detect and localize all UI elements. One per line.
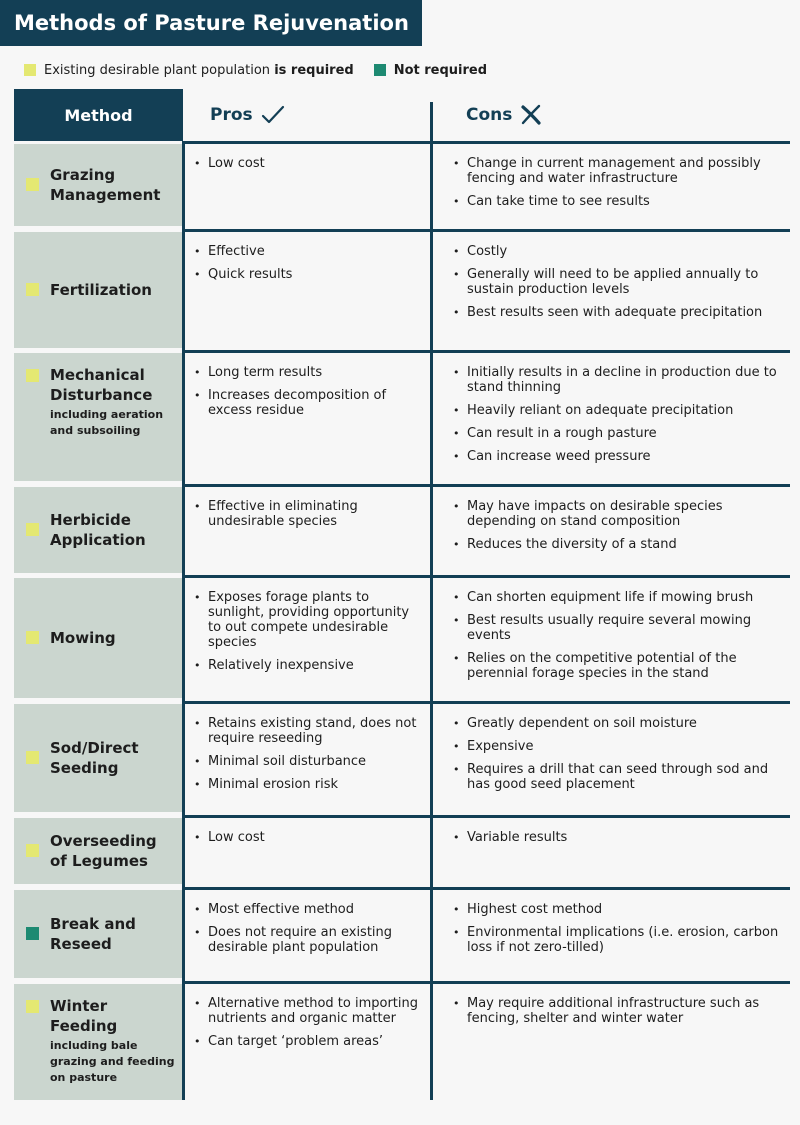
method-label-group bbox=[50, 165, 176, 205]
pros-list bbox=[194, 902, 426, 963]
cons-list bbox=[453, 499, 787, 560]
con-item: • Relies on the competitive potential of the perennial forage species in the stand bbox=[453, 651, 787, 681]
yellow-square-icon bbox=[26, 283, 39, 296]
con-item: • Initially results in a decline in production due to stand thinning bbox=[453, 365, 787, 395]
pros-list bbox=[194, 244, 426, 290]
method-name: Grazing Management bbox=[50, 166, 161, 204]
con-item: • Highest cost method bbox=[453, 902, 787, 917]
pro-item: • Quick results bbox=[194, 267, 426, 282]
legend-not-required-label: Not required bbox=[393, 62, 488, 78]
pro-item: • Minimal soil disturbance bbox=[194, 754, 426, 769]
con-item: • Can take time to see results bbox=[453, 194, 787, 209]
method-cell bbox=[14, 890, 182, 978]
cons-column-header bbox=[466, 89, 542, 141]
legend-item-required bbox=[24, 63, 354, 78]
page-title: Methods of Pasture Rejuvenation bbox=[0, 0, 422, 46]
method-name: Sod/Direct Seeding bbox=[50, 739, 139, 777]
con-item: • Change in current management and possibly fencing and water infrastructure bbox=[453, 156, 787, 186]
row-divider bbox=[183, 887, 790, 890]
pro-item: • Minimal erosion risk bbox=[194, 777, 426, 792]
method-name: Winter Feeding bbox=[50, 997, 118, 1035]
method-note: including aeration and subsoiling bbox=[50, 408, 164, 437]
green-square-icon bbox=[26, 927, 39, 940]
method-name: Mechanical Disturbance bbox=[50, 366, 153, 404]
con-item: • Heavily reliant on adequate precipitation bbox=[453, 403, 787, 418]
pro-item: • Relatively inexpensive bbox=[194, 658, 426, 673]
cons-list bbox=[453, 244, 787, 328]
con-item: • Expensive bbox=[453, 739, 787, 754]
pro-item: • Most effective method bbox=[194, 902, 426, 917]
pro-item: • Effective in eliminating undesirable species bbox=[194, 499, 426, 529]
yellow-square-icon bbox=[24, 64, 36, 76]
method-pros-divider bbox=[182, 141, 185, 1100]
row-divider bbox=[183, 575, 790, 578]
method-cell bbox=[14, 144, 182, 226]
con-item: • Can shorten equipment life if mowing brush bbox=[453, 590, 787, 605]
yellow-square-icon bbox=[26, 751, 39, 764]
con-item: • Greatly dependent on soil moisture bbox=[453, 716, 787, 731]
method-header-label: Method bbox=[64, 105, 133, 125]
cons-list bbox=[453, 830, 787, 853]
con-item: • May require additional infrastructure such as fencing, shelter and winter water bbox=[453, 996, 787, 1026]
method-name: Fertilization bbox=[50, 281, 152, 299]
row-divider bbox=[183, 484, 790, 487]
cross-icon bbox=[520, 104, 542, 126]
pros-list bbox=[194, 499, 426, 537]
legend bbox=[24, 60, 507, 80]
method-cell bbox=[14, 353, 182, 481]
con-item: • Best results seen with adequate precipitation bbox=[453, 305, 787, 320]
method-cell bbox=[14, 487, 182, 573]
con-item: • Generally will need to be applied annually to sustain production levels bbox=[453, 267, 787, 297]
yellow-square-icon bbox=[26, 631, 39, 644]
method-label-group bbox=[50, 831, 176, 871]
cons-list bbox=[453, 365, 787, 472]
green-square-icon bbox=[374, 64, 386, 76]
method-label-group bbox=[50, 510, 176, 550]
legend-required-prefix: Existing desirable plant population bbox=[44, 62, 271, 78]
pros-cons-divider bbox=[430, 102, 433, 1100]
row-divider bbox=[183, 981, 790, 984]
con-item: • Reduces the diversity of a stand bbox=[453, 537, 787, 552]
method-label-group bbox=[50, 365, 176, 439]
method-cell bbox=[14, 984, 182, 1100]
con-item: • May have impacts on desirable species depending on stand composition bbox=[453, 499, 787, 529]
pro-item: • Retains existing stand, does not require reseeding bbox=[194, 716, 426, 746]
method-label-group bbox=[50, 914, 176, 954]
pros-list bbox=[194, 830, 426, 853]
pro-item: • Does not require an existing desirable plant population bbox=[194, 925, 426, 955]
row-divider bbox=[183, 701, 790, 704]
row-divider bbox=[183, 229, 790, 232]
method-label-group bbox=[50, 996, 176, 1086]
pro-item: • Effective bbox=[194, 244, 426, 259]
method-column-header bbox=[14, 89, 183, 141]
yellow-square-icon bbox=[26, 178, 39, 191]
method-cell bbox=[14, 818, 182, 884]
yellow-square-icon bbox=[26, 369, 39, 382]
cons-list bbox=[453, 590, 787, 689]
method-name: Herbicide Application bbox=[50, 511, 146, 549]
pro-item: • Low cost bbox=[194, 830, 426, 845]
legend-item-not-required bbox=[374, 63, 487, 78]
pro-item: • Low cost bbox=[194, 156, 426, 171]
pros-header-label: Pros bbox=[210, 105, 253, 125]
cons-list bbox=[453, 902, 787, 963]
pro-item: • Long term results bbox=[194, 365, 426, 380]
cons-list bbox=[453, 156, 787, 217]
row-divider bbox=[183, 815, 790, 818]
yellow-square-icon bbox=[26, 523, 39, 536]
pros-list bbox=[194, 365, 426, 426]
cons-list bbox=[453, 716, 787, 800]
con-item: • Variable results bbox=[453, 830, 787, 845]
method-name: Overseeding of Legumes bbox=[50, 832, 157, 870]
checkmark-icon bbox=[261, 105, 285, 125]
yellow-square-icon bbox=[26, 844, 39, 857]
method-cell bbox=[14, 704, 182, 812]
pro-item: • Exposes forage plants to sunlight, providing opportunity to out compete undesirable species bbox=[194, 590, 426, 650]
pros-list bbox=[194, 716, 426, 800]
method-cell bbox=[14, 232, 182, 348]
cons-list bbox=[453, 996, 787, 1034]
method-name: Break and Reseed bbox=[50, 915, 136, 953]
row-divider bbox=[183, 141, 790, 144]
pros-list bbox=[194, 590, 426, 681]
legend-required-bold: is required bbox=[274, 62, 354, 78]
method-label-group bbox=[50, 280, 152, 300]
method-name: Mowing bbox=[50, 629, 116, 647]
row-divider bbox=[183, 350, 790, 353]
method-note: including bale grazing and feeding on pasture bbox=[50, 1039, 175, 1084]
method-label-group bbox=[50, 628, 116, 648]
method-label-group bbox=[50, 738, 176, 778]
con-item: • Costly bbox=[453, 244, 787, 259]
pros-column-header bbox=[210, 89, 285, 141]
con-item: • Best results usually require several mowing events bbox=[453, 613, 787, 643]
cons-header-label: Cons bbox=[466, 105, 513, 125]
con-item: • Can result in a rough pasture bbox=[453, 426, 787, 441]
pro-item: • Can target ‘problem areas’ bbox=[194, 1034, 426, 1049]
pro-item: • Increases decomposition of excess residue bbox=[194, 388, 426, 418]
pros-list bbox=[194, 156, 426, 179]
con-item: • Requires a drill that can seed through sod and has good seed placement bbox=[453, 762, 787, 792]
con-item: • Environmental implications (i.e. erosion, carbon loss if not zero-tilled) bbox=[453, 925, 787, 955]
con-item: • Can increase weed pressure bbox=[453, 449, 787, 464]
pros-list bbox=[194, 996, 426, 1057]
pro-item: • Alternative method to importing nutrients and organic matter bbox=[194, 996, 426, 1026]
method-cell bbox=[14, 578, 182, 698]
yellow-square-icon bbox=[26, 1000, 39, 1013]
